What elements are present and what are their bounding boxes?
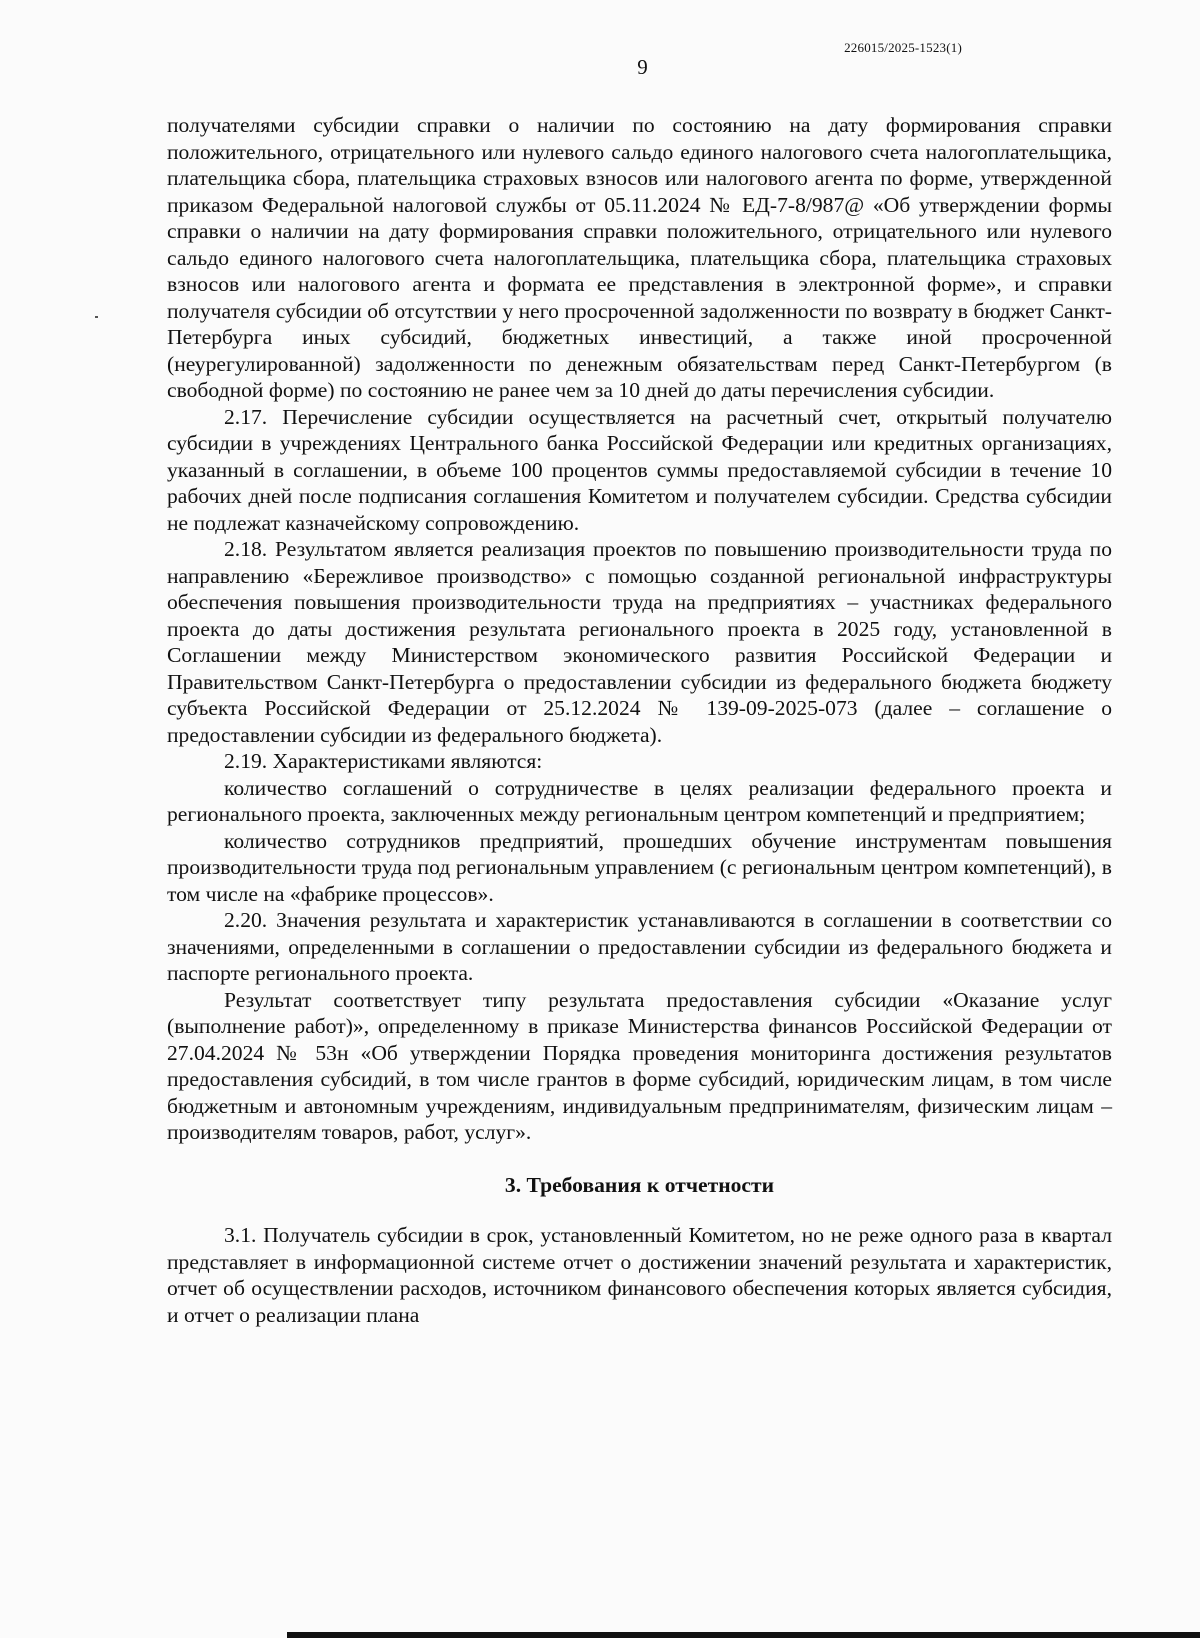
scan-artifact-dot: [95, 316, 98, 318]
paragraph-continuation: получателями субсидии справки о наличии по состоянию на дату формирования справки положительного, отрицательного или нулевого сальдо единого налогового счета налогоплательщика, плательщика сбора, плательщика страховых взносов или налогового агента по форме, утвержденной приказом Федеральной налоговой службы от 05.11.2024 № ЕД-7-8/987@ «Об утверждении формы справки о наличии на дату формирования справки положительного, отрицательного или нулевого сальдо единого налогового счета налогоплательщика, плательщика сбора, плательщика страховых взносов или налогового агента и формата ее представления в электронной форме», и справки получателя субсидии об отсутствии у него просроченной задолженности по возврату в бюджет Санкт-Петербурга иных субсидий, бюджетных инвестиций, а также иной просроченной (неурегулированной) задолженности по денежным обязательствам перед Санкт-Петербургом (в свободной форме) по состоянию не ранее чем за 10 дней до даты перечисления субсидии.: [167, 113, 1112, 402]
paragraph-2-19: 2.19. Характеристиками являются:: [224, 749, 543, 773]
paragraph-2-19-item-agreements: количество соглашений о сотрудничестве в целях реализации федерального проекта и регионального проекта, заключенных между региональным центром компетенций и предприятием;: [167, 775, 1112, 826]
paragraph-3-1: 3.1. Получатель субсидии в срок, установленный Комитетом, но не реже одного раза в квартал представляет в информационной системе отчет о достижении значений результата и характеристик, отчет об осуществлении расходов, источником финансового обеспечения которых является субсидия, и отчет о реализации плана: [167, 1223, 1112, 1327]
paragraph-2-19-item-employees: количество сотрудников предприятий, прошедших обучение инструментам повышения производительности труда под региональным управлением (с региональным центром компетенций), в том числе на «фабрике процессов».: [167, 828, 1112, 906]
document-body: [167, 112, 1112, 1328]
document-registration-number: 226015/2025-1523(1): [844, 40, 962, 55]
section-3-heading: 3. Требования к отчетности: [504, 1172, 775, 1197]
paragraph-2-17: 2.17. Перечисление субсидии осуществляется на расчетный счет, открытый получателю субсидии в учреждениях Центрального банка Российской Федерации или кредитных организациях, указанный в соглашении, в объеме 100 процентов суммы предоставляемой субсидии в течение 10 рабочих дней после подписания соглашения Комитетом и получателем субсидии. Средства субсидии не подлежат казначейскому сопровождению.: [167, 404, 1112, 535]
scan-edge-bar: [287, 1632, 1200, 1638]
paragraph-result-type: Результат соответствует типу результата предоставления субсидии «Оказание услуг (выполнение работ)», определенному в приказе Министерства финансов Российской Федерации от 27.04.2024 № 53н «Об утверждении Порядка проведения мониторинга достижения результатов предоставления субсидий, в том числе грантов в форме субсидий, юридическим лицам, в том числе бюджетным и автономным учреждениям, индивидуальным предпринимателям, физическим лицам – производителям товаров, работ, услуг».: [167, 987, 1112, 1144]
page-number: 9: [637, 55, 648, 79]
paragraph-2-18: 2.18. Результатом является реализация проектов по повышению производительности труда по направлению «Бережливое производство» с помощью созданной региональной инфраструктуры обеспечения повышения производительности труда на предприятиях – участниках федерального проекта до даты достижения результата регионального проекта в 2025 году, установленной в Соглашении между Министерством экономического развития Российской Федерации и Правительством Санкт-Петербурга о предоставлении субсидии из федерального бюджета бюджету субъекта Российской Федерации от 25.12.2024 № 139-09-2025-073 (далее – соглашение о предоставлении субсидии из федерального бюджета).: [167, 537, 1112, 747]
paragraph-2-20: 2.20. Значения результата и характеристик устанавливаются в соглашении в соответствии со значениями, определенными в соглашении о предоставлении субсидии из федерального бюджета и паспорте регионального проекта.: [167, 908, 1112, 985]
